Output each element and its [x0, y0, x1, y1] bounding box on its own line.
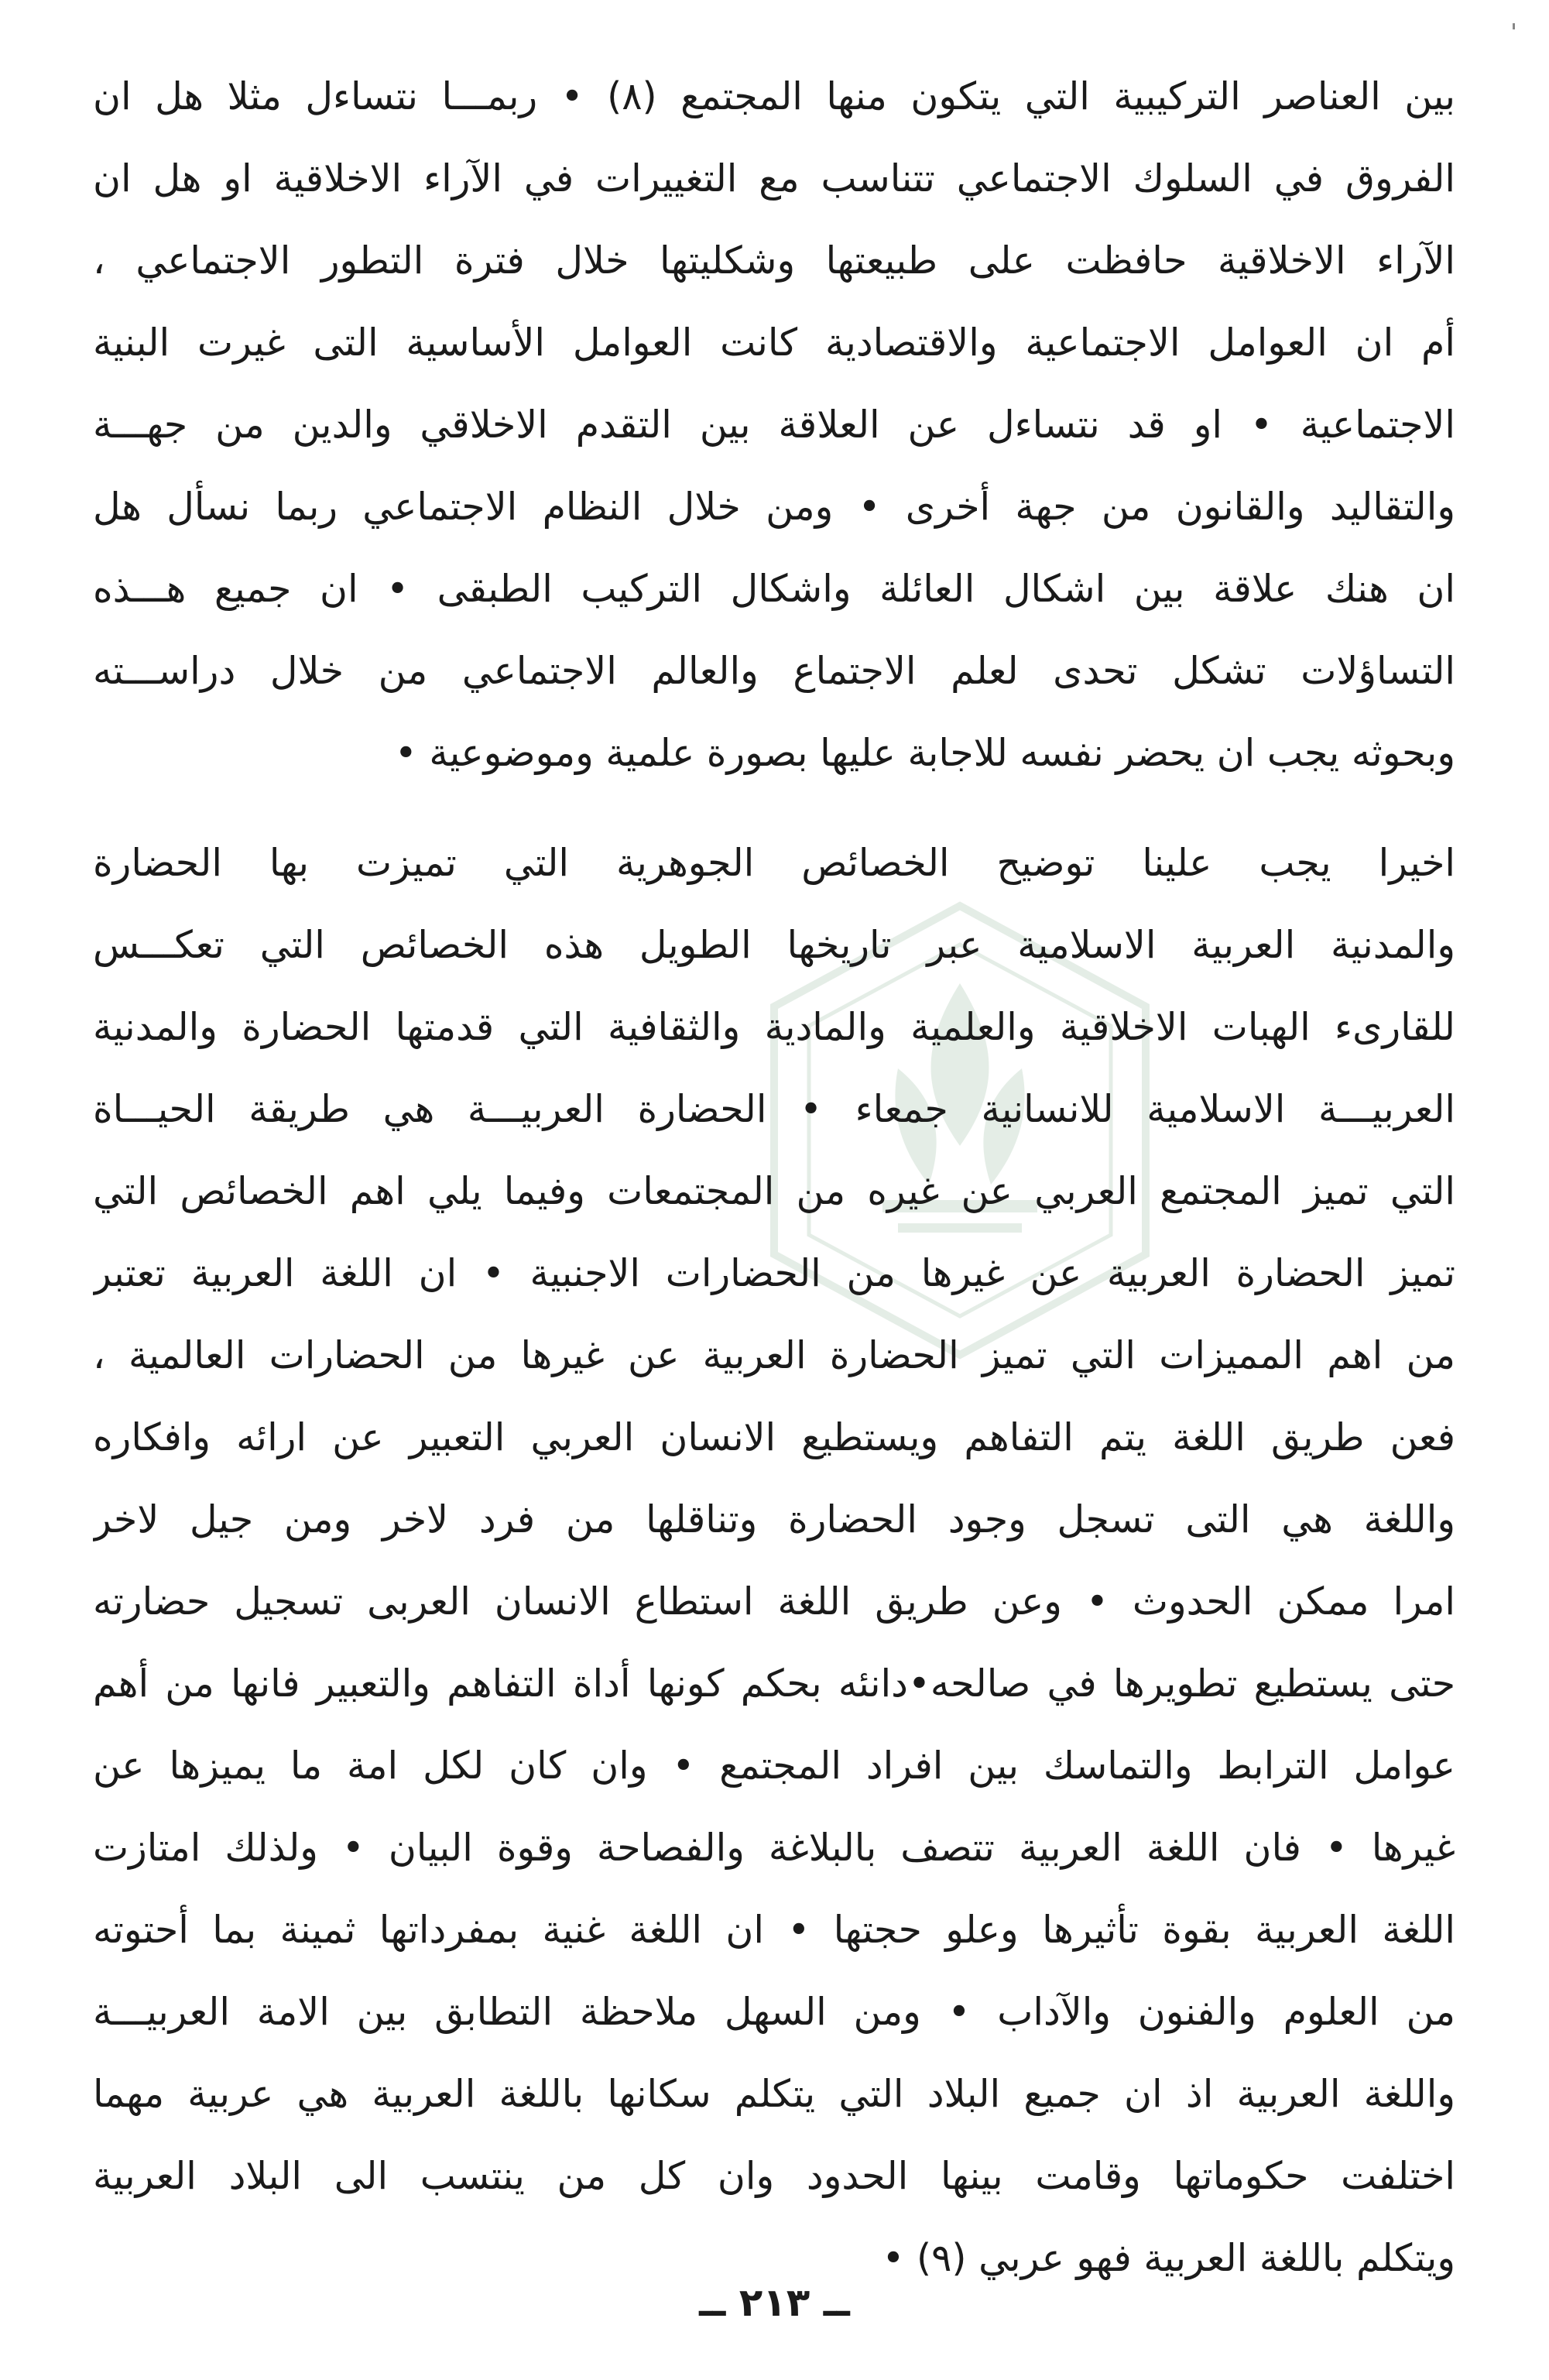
scan-mark [1513, 23, 1515, 29]
text-line: من اهم المميزات التي تميز الحضارة العربية عن غيرها من الحضارات العالمية ، [93, 1333, 1455, 1377]
text-line: والتقاليد والقانون من جهة أخرى • ومن خلال النظام الاجتماعي ربما نسأل هل [93, 485, 1455, 529]
text-line: التساؤلات تشكل تحدى لعلم الاجتماع والعالم الاجتماعي من خلال دراســـته [93, 649, 1455, 693]
text-line: امرا ممكن الحدوث • وعن طريق اللغة استطاع الانسان العربى تسجيل حضارته [93, 1579, 1455, 1624]
text-line: عوامل الترابط والتماسك بين افراد المجتمع • وان كان لكل امة ما يميزها عن [93, 1744, 1455, 1788]
text-line: فعن طريق اللغة يتم التفاهم ويستطيع الانسان العربي التعبير عن ارائه وافكاره [93, 1415, 1455, 1459]
text-line: اختلفت حكوماتها وقامت بينها الحدود وان كل من ينتسب الى البلاد العربية [93, 2154, 1455, 2198]
text-line: والمدنية العربية الاسلامية عبر تاريخها الطويل هذه الخصائص التي تعكـــس [93, 923, 1455, 967]
text-line: وبحوثه يجب ان يحضر نفسه للاجابة عليها بصورة علمية وموضوعية • [394, 731, 1455, 775]
text-line: التي تميز المجتمع العربي عن غيره من المجتمعات وفيما يلي اهم الخصائص التي [93, 1169, 1455, 1213]
text-line: ويتكلم باللغة العربية فهو عربي (٩) • [882, 2236, 1455, 2280]
page-number: ــ ٢١٣ ــ [699, 2280, 850, 2325]
text-line: اللغة العربية بقوة تأثيرها وعلو حجتها • ان اللغة غنية بمفرداتها ثمينة بما أحتوته [93, 1908, 1455, 1952]
text-line: للقارىء الهبات الاخلاقية والعلمية والمادية والثقافية التي قدمتها الحضارة والمدنية [93, 1005, 1455, 1049]
text-line: العربيـــة الاسلامية للانسانية جمعاء • الحضارة العربيـــة هي طريقة الحيـــاة [93, 1087, 1455, 1131]
text-line: ان هنك علاقة بين اشكال العائلة واشكال التركيب الطبقى • ان جميع هـــذه [93, 567, 1455, 611]
text-line: غيرها • فان اللغة العربية تتصف بالبلاغة والفصاحة وقوة البيان • ولذلك امتازت [93, 1826, 1455, 1870]
text-line: الاجتماعية • او قد نتساءل عن العلاقة بين التقدم الاخلاقي والدين من جهـــة [93, 403, 1455, 447]
text-line: اخيرا يجب علينا توضيح الخصائص الجوهرية التي تميزت بها الحضارة [93, 841, 1455, 885]
paragraph-2 [93, 822, 1455, 2299]
text-line: من العلوم والفنون والآداب • ومن السهل ملاحظة التطابق بين الامة العربيـــة [93, 1990, 1455, 2034]
text-line: واللغة هي التى تسجل وجود الحضارة وتناقلها من فرد لاخر ومن جيل لاخر [93, 1497, 1455, 1542]
text-line: الآراء الاخلاقية حافظت على طبيعتها وشكليتها خلال فترة التطور الاجتماعي ، [93, 238, 1455, 283]
text-line: بين العناصر التركيبية التي يتكون منها المجتمع (٨) • ربمـــا نتساءل مثلا هل ان [93, 74, 1455, 118]
text-line: تميز الحضارة العربية عن غيرها من الحضارات الاجنبية • ان اللغة العربية تعتبر [93, 1251, 1455, 1295]
text-line: الفروق في السلوك الاجتماعي تتناسب مع التغييرات في الآراء الاخلاقية او هل ان [93, 156, 1455, 201]
text-line: حتى يستطيع تطويرها في صالحه•دانئه بحكم كونها أداة التفاهم والتعبير فانها من أهم [93, 1662, 1455, 1706]
text-line: واللغة العربية اذ ان جميع البلاد التي يتكلم سكانها باللغة العربية هي عربية مهما [93, 2072, 1455, 2116]
text-line: أم ان العوامل الاجتماعية والاقتصادية كانت العوامل الأساسية التى غيرت البنية [93, 321, 1455, 365]
paragraph-1 [93, 56, 1455, 794]
